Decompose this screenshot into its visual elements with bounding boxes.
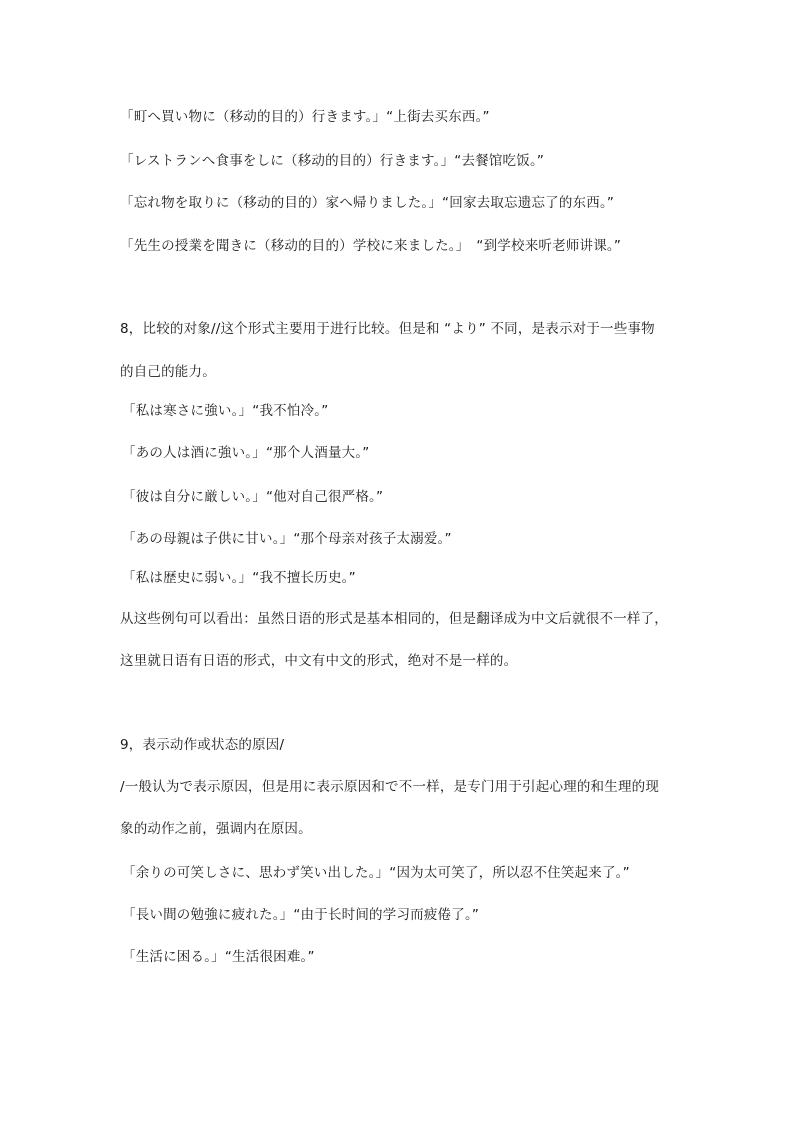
example-sentence: 「余りの可笑しさに、思わず笑い出した。」“因为太可笑了，所以忍不住笑起来了。”: [122, 865, 630, 881]
section-heading: 9，表示动作或状态的原因/: [120, 737, 285, 753]
example-sentence: 「長い間の勉強に疲れた。」“由于长时间的学习而疲倦了。”: [122, 907, 480, 923]
section-heading: 8，比较的对象//这个形式主要用于进行比较。但是和 “より” 不同，是表示对于一些事物: [120, 321, 655, 337]
example-sentence: 「忘れ物を取りに（移动的目的）家へ帰りました。」“回家去取忘遗忘了的东西。”: [120, 195, 615, 211]
section-heading-continued: 的自己的能力。: [120, 364, 216, 380]
example-sentence: 「あの母親は子供に甘い。」“那个母亲对孩子太溺爱。”: [122, 531, 452, 547]
example-sentence: 「あの人は酒に強い。」“那个人酒量大。”: [122, 445, 370, 461]
conclusion-text: 从这些例句可以看出：虽然日语的形式是基本相同的，但是翻译成为中文后就很不一样了，: [120, 611, 668, 627]
example-sentence: 「町へ買い物に（移动的目的）行きます。」“上街去买东西。”: [120, 109, 490, 125]
example-sentence: 「彼は自分に厳しい。」“他对自己很严格。”: [122, 489, 384, 505]
example-sentence: 「レストランへ食事をしに（移动的目的）行きます。」“去餐馆吃饭。”: [120, 153, 545, 169]
example-sentence: 「私は歴史に弱い。」“我不擅长历史。”: [122, 570, 356, 586]
section-description: 象的动作之前，强调内在原因。: [120, 821, 312, 837]
example-sentence: 「先生の授業を聞きに（移动的目的）学校に来ました。」 “到学校来听老师讲课。”: [120, 238, 622, 254]
example-sentence: 「私は寒さに強い。」“我不怕冷。”: [122, 403, 329, 419]
section-description: /一般认为で表示原因，但是用に表示原因和で不一样，是专门用于引起心理的和生理的现: [120, 779, 660, 795]
conclusion-text: 这里就日语有日语的形式，中文有中文的形式，绝对不是一样的。: [120, 653, 518, 669]
example-sentence: 「生活に困る。」“生活很困难。”: [122, 949, 315, 965]
